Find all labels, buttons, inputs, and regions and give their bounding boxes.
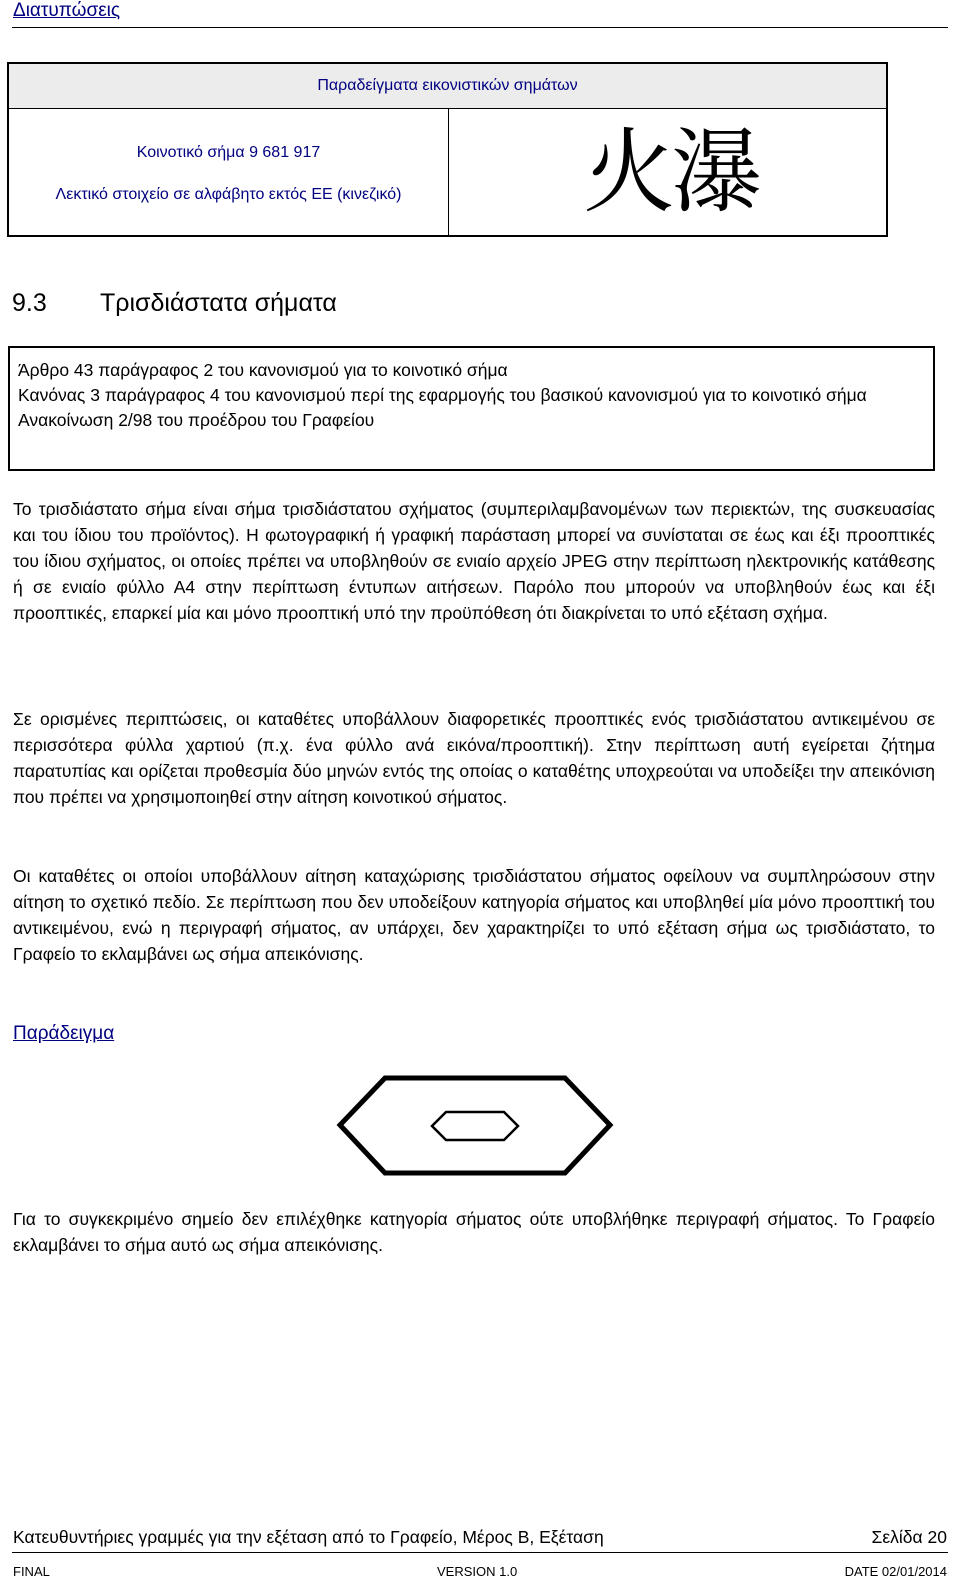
reference-item: Άρθρο 43 παράγραφος 2 του κανονισμού για το κοινοτικό σήμα (18, 360, 508, 380)
table-column-divider (448, 108, 449, 235)
page-header-title: Διατυπώσεις (13, 0, 121, 21)
inner-hexagon-shape (432, 1112, 518, 1140)
reference-item: Κανόνας 3 παράγραφος 4 του κανονισμού περί της εφαρμογής του βασικού κανονισμού για το κοινοτικό σήμα (18, 385, 867, 405)
legal-references-box (8, 346, 935, 471)
header-divider (12, 27, 948, 28)
mark-number: Κοινοτικό σήμα 9 681 917 (136, 144, 321, 161)
reference-item: Ανακοίνωση 2/98 του προέδρου του Γραφείου (18, 410, 375, 430)
chinese-characters-mark (454, 110, 888, 235)
section-title: Τρισδιάστατα σήματα (100, 289, 337, 317)
example-table-heading: Παραδείγματα εικονιστικών σημάτων (9, 64, 886, 109)
hexagonal-shape-figure (330, 1068, 620, 1183)
paragraph-example-conclusion: Για το συγκεκριμένο σημείο δεν επιλέχθηκε κατηγορία σήματος ούτε υποβλήθηκε περιγραφή σήματος. Το Γραφείο εκλαμβάνει το σήμα αυτό ως σήμα απεικόνισης. (13, 1209, 935, 1255)
paragraph-multiple-sheets: Σε ορισμένες περιπτώσεις, οι καταθέτες υποβάλλουν διαφορετικές προοπτικές ενός τρισδιάστατου αντικειμένου σε περισσότερα φύλλα χαρτιού (π.χ. ένα φύλλο ανά εικόνα/προοπτική). Στην περίπτωση αυτή εγείρεται ζήτημα παρατυπίας και ορίζεται προθεσμία δύο μηνών εντός της οποίας ο καταθέτης υποχρεούται να υποδείξει την απεικόνιση που πρέπει να χρησιμοποιηθεί στην αίτηση κοινοτικού σήματος. (13, 709, 935, 807)
mark-description: Λεκτικό στοιχείο σε αλφάβητο εκτός ΕΕ (κινεζικό) (55, 186, 402, 203)
paragraph-applicants: Οι καταθέτες οι οποίοι υποβάλλουν αίτηση καταχώρισης τρισδιάστατου σήματος οφείλουν να συμπληρώσουν στην αίτηση το σχετικό πεδίο. Σε περίπτωση που δεν υποδείξουν κατηγορία σήματος και υποβληθεί μία μόνο προοπτική του αντικειμένου, ενώ η περιγραφή σήματος, αν υπάρχει, δεν χαρακτηρίζει το υπό εξέταση σήμα ως τρισδιάστατο, το Γραφείο το εκλαμβάνει ως σήμα απεικόνισης. (13, 866, 935, 964)
footer-date: DATE 02/01/2014 (844, 1564, 947, 1579)
paragraph-definition: Το τρισδιάστατο σήμα είναι σήμα τρισδιάστατου σχήματος (συμπεριλαμβανομένων των περιεκτών, της συσκευασίας και του ίδιου του προϊόντος). Η φωτογραφική ή γραφική παράσταση μπορεί να συνίσταται σε έως και έξι προοπτικές του ίδιου σχήματος, οι οποίες πρέπει να υποβληθούν σε ενιαίο αρχείο JPEG στην περίπτωση ηλεκτρονικής κατάθεσης ή σε ενιαίο φύλλο Α4 στην περίπτωση έντυπων αιτήσεων. Παρόλο που μπορούν να υποβληθούν έως και έξι προοπτικές, επαρκεί μία και μόνο προοπτική υπό την προϋπόθεση ότι διακρίνεται το υπό εξέταση σχήμα. (13, 499, 935, 623)
example-table (7, 62, 888, 237)
example-heading: Παράδειγμα (13, 1023, 115, 1044)
outer-hexagon-shape (340, 1078, 610, 1173)
footer-status: FINAL (13, 1564, 50, 1579)
section-heading (12, 289, 337, 318)
footer-document-title: Κατευθυντήριες γραμμές για την εξέταση από το Γραφείο, Μέρος Β, Εξέταση (13, 1527, 604, 1547)
mark-glyphs: 火瀑 (582, 118, 759, 226)
footer-divider (12, 1552, 948, 1553)
example-description-cell (9, 108, 448, 235)
section-number: 9.3 (12, 289, 47, 317)
footer-page-number: Σελίδα 20 (871, 1527, 947, 1547)
footer-version: VERSION 1.0 (437, 1564, 518, 1579)
